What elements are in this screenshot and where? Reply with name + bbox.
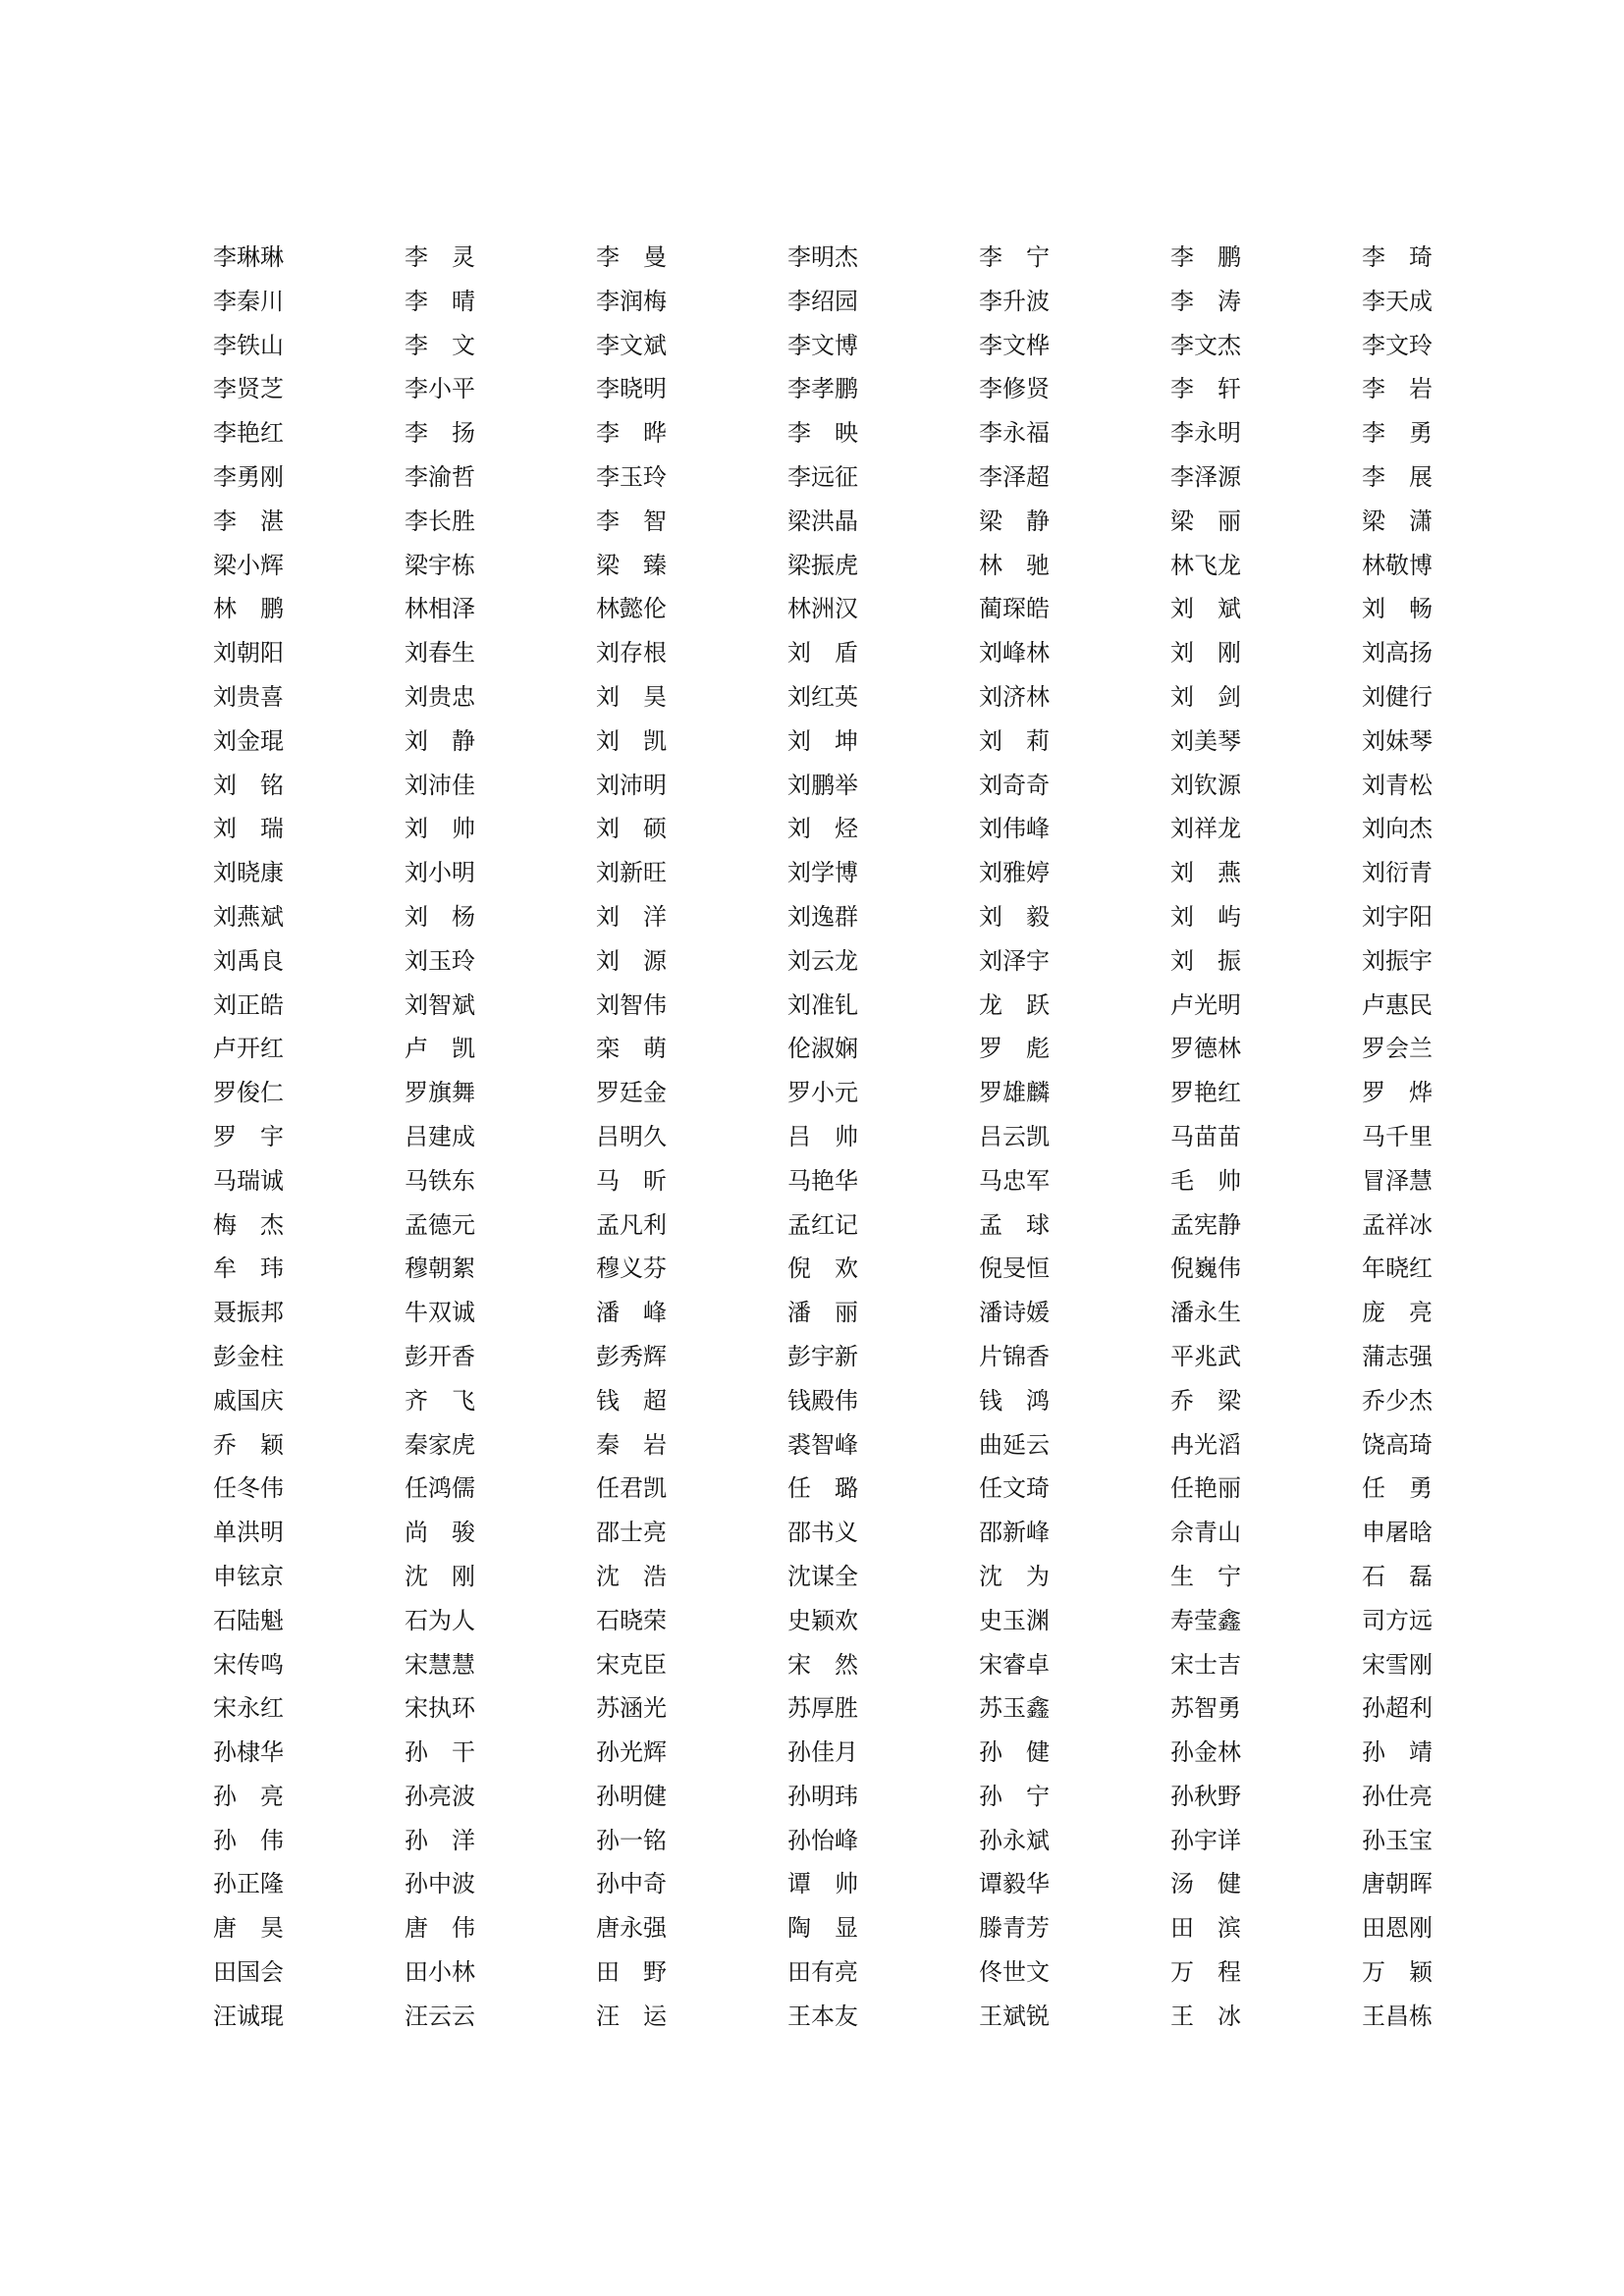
name-entry: 孙光辉 [596,1738,667,1767]
name-entry: 倪旻恒 [979,1255,1050,1283]
name-entry: 刘 昊 [596,682,667,711]
name-entry: 孙亮波 [405,1782,475,1810]
name-entry: 孙中波 [405,1870,475,1898]
name-list-grid [213,236,1450,2039]
name-entry: 李绍园 [787,287,858,315]
name-entry: 林 鹏 [213,595,284,623]
name-entry: 孟凡利 [596,1210,667,1239]
name-entry: 李 曼 [596,243,667,271]
name-entry: 刘向杰 [1362,815,1433,843]
name-entry: 马忠军 [979,1166,1050,1195]
name-entry: 刘 洋 [596,902,667,931]
name-entry: 彭金柱 [213,1342,284,1370]
name-entry: 孙秋野 [1170,1782,1241,1810]
name-entry: 吕建成 [405,1122,475,1150]
name-entry: 蔺琛皓 [979,595,1050,623]
name-entry: 孙棣华 [213,1738,284,1767]
name-entry: 梁小辉 [213,551,284,579]
name-entry: 卢开红 [213,1035,284,1063]
name-entry: 沈 刚 [405,1562,475,1590]
name-entry: 刘金琨 [213,726,284,755]
name-entry: 罗 烨 [1362,1079,1433,1107]
name-entry: 李 涛 [1170,287,1241,315]
name-entry: 刘高扬 [1362,639,1433,667]
name-entry: 吕云凯 [979,1122,1050,1150]
name-entry: 谭 帅 [787,1870,858,1898]
name-entry: 李天成 [1362,287,1433,315]
name-entry: 李贤芝 [213,375,284,403]
name-entry: 李秦川 [213,287,284,315]
name-entry: 李 映 [787,419,858,448]
name-entry: 田 滨 [1170,1914,1241,1943]
name-entry: 李永福 [979,419,1050,448]
name-entry: 李明杰 [787,243,858,271]
name-entry: 邵士亮 [596,1519,667,1547]
name-entry: 刘 斌 [1170,595,1241,623]
name-entry: 吕 帅 [787,1122,858,1150]
name-entry: 穆义芬 [596,1255,667,1283]
name-entry: 李 琦 [1362,243,1433,271]
name-entry: 刘存根 [596,639,667,667]
name-entry: 刘燕斌 [213,902,284,931]
name-entry: 刘 莉 [979,726,1050,755]
name-entry: 任 璐 [787,1474,858,1503]
name-entry: 刘雅婷 [979,859,1050,887]
name-entry: 沈 为 [979,1562,1050,1590]
name-entry: 戚国庆 [213,1386,284,1415]
name-entry: 刘禹良 [213,946,284,975]
name-entry: 裘智峰 [787,1430,858,1459]
name-entry: 刘智伟 [596,990,667,1019]
name-entry: 刘 静 [405,726,475,755]
name-entry: 孙永斌 [979,1826,1050,1854]
name-entry: 牟 玮 [213,1255,284,1283]
name-entry: 李琳琳 [213,243,284,271]
name-entry: 刘伟峰 [979,815,1050,843]
name-entry: 刘贵忠 [405,682,475,711]
name-entry: 林 驰 [979,551,1050,579]
name-entry: 田 野 [596,1958,667,1987]
name-entry: 李 湛 [213,507,284,535]
name-entry: 万 颖 [1362,1958,1433,1987]
name-entry: 刘玉玲 [405,946,475,975]
name-entry: 潘永生 [1170,1299,1241,1327]
name-entry: 毛 帅 [1170,1166,1241,1195]
name-entry: 刘晓康 [213,859,284,887]
name-entry: 钱 超 [596,1386,667,1415]
name-entry: 李 宁 [979,243,1050,271]
name-entry: 孙 干 [405,1738,475,1767]
name-entry: 孟 球 [979,1210,1050,1239]
name-entry: 孙 宁 [979,1782,1050,1810]
name-entry: 唐 伟 [405,1914,475,1943]
name-entry: 任冬伟 [213,1474,284,1503]
name-entry: 孙明健 [596,1782,667,1810]
name-entry: 林相泽 [405,595,475,623]
name-entry: 乔 颖 [213,1430,284,1459]
name-entry: 李玉玲 [596,462,667,491]
name-entry: 汪 运 [596,2002,667,2030]
name-entry: 李渝哲 [405,462,475,491]
name-entry: 李文玲 [1362,331,1433,359]
name-entry: 刘 烃 [787,815,858,843]
name-entry: 秦 岩 [596,1430,667,1459]
name-entry: 刘 毅 [979,902,1050,931]
name-entry: 刘济林 [979,682,1050,711]
name-entry: 刘 坤 [787,726,858,755]
name-entry: 李 智 [596,507,667,535]
name-entry: 钱 鸿 [979,1386,1050,1415]
name-entry: 滕青芳 [979,1914,1050,1943]
name-entry: 马千里 [1362,1122,1433,1150]
name-entry: 王本友 [787,2002,858,2030]
name-entry: 申铉京 [213,1562,284,1590]
name-entry: 刘 燕 [1170,859,1241,887]
name-entry: 刘 凯 [596,726,667,755]
name-entry: 冉光滔 [1170,1430,1241,1459]
name-entry: 罗艳红 [1170,1079,1241,1107]
name-entry: 刘祥龙 [1170,815,1241,843]
name-entry: 宋永红 [213,1694,284,1723]
name-entry: 李泽源 [1170,462,1241,491]
name-entry: 刘美琴 [1170,726,1241,755]
name-entry: 李修贤 [979,375,1050,403]
name-entry: 李文杰 [1170,331,1241,359]
name-entry: 刘 瑞 [213,815,284,843]
name-entry: 彭秀辉 [596,1342,667,1370]
name-entry: 秦家虎 [405,1430,475,1459]
name-entry: 王斌锐 [979,2002,1050,2030]
name-entry: 李 鹏 [1170,243,1241,271]
name-entry: 梁 静 [979,507,1050,535]
name-entry: 刘泽宇 [979,946,1050,975]
name-entry: 李 扬 [405,419,475,448]
name-entry: 马瑞诚 [213,1166,284,1195]
name-entry: 李 岩 [1362,375,1433,403]
name-entry: 卢惠民 [1362,990,1433,1019]
name-entry: 李远征 [787,462,858,491]
name-entry: 石陆魁 [213,1606,284,1634]
name-entry: 宋士吉 [1170,1650,1241,1679]
name-entry: 彭开香 [405,1342,475,1370]
name-entry: 孟红记 [787,1210,858,1239]
name-entry: 刘宇阳 [1362,902,1433,931]
name-entry: 田恩刚 [1362,1914,1433,1943]
name-entry: 刘智斌 [405,990,475,1019]
name-entry: 梁 潇 [1362,507,1433,535]
name-entry: 蒲志强 [1362,1342,1433,1370]
name-entry: 刘 屿 [1170,902,1241,931]
name-entry: 乔少杰 [1362,1386,1433,1415]
name-entry: 任文琦 [979,1474,1050,1503]
name-entry: 梁 丽 [1170,507,1241,535]
name-entry: 苏涵光 [596,1694,667,1723]
name-entry: 钱殿伟 [787,1386,858,1415]
name-entry: 佟世文 [979,1958,1050,1987]
name-entry: 冒泽慧 [1362,1166,1433,1195]
name-entry: 刘小明 [405,859,475,887]
name-entry: 田小林 [405,1958,475,1987]
name-entry: 李晓明 [596,375,667,403]
name-entry: 唐永强 [596,1914,667,1943]
name-entry: 潘诗媛 [979,1299,1050,1327]
name-entry: 刘 畅 [1362,595,1433,623]
name-entry: 罗 宇 [213,1122,284,1150]
name-entry: 李 轩 [1170,375,1241,403]
name-entry: 汪云云 [405,2002,475,2030]
name-entry: 苏智勇 [1170,1694,1241,1723]
name-entry: 谭毅华 [979,1870,1050,1898]
name-entry: 李 展 [1362,462,1433,491]
name-entry: 孙中奇 [596,1870,667,1898]
name-entry: 沈 浩 [596,1562,667,1590]
name-entry: 孙超利 [1362,1694,1433,1723]
name-entry: 李勇刚 [213,462,284,491]
name-entry: 史颖欢 [787,1606,858,1634]
name-entry: 石晓荣 [596,1606,667,1634]
name-entry: 刘 杨 [405,902,475,931]
name-entry: 孙明玮 [787,1782,858,1810]
name-entry: 李艳红 [213,419,284,448]
name-entry: 刘 铭 [213,771,284,799]
name-entry: 卢光明 [1170,990,1241,1019]
name-entry: 曲延云 [979,1430,1050,1459]
name-entry: 刘健行 [1362,682,1433,711]
name-entry: 庞 亮 [1362,1299,1433,1327]
name-entry: 佘青山 [1170,1519,1241,1547]
name-entry: 刘贵喜 [213,682,284,711]
name-entry: 彭宇新 [787,1342,858,1370]
name-entry: 刘妹琴 [1362,726,1433,755]
name-entry: 田国会 [213,1958,284,1987]
name-entry: 牛双诚 [405,1299,475,1327]
name-entry: 穆朝絮 [405,1255,475,1283]
name-entry: 倪巍伟 [1170,1255,1241,1283]
name-entry: 梁宇栋 [405,551,475,579]
name-entry: 罗小元 [787,1079,858,1107]
name-entry: 李文桦 [979,331,1050,359]
name-entry: 罗廷金 [596,1079,667,1107]
name-entry: 年晓红 [1362,1255,1433,1283]
name-entry: 李升波 [979,287,1050,315]
name-entry: 林洲汉 [787,595,858,623]
name-entry: 李小平 [405,375,475,403]
name-entry: 唐朝晖 [1362,1870,1433,1898]
name-entry: 汪诚琨 [213,2002,284,2030]
name-entry: 宋雪刚 [1362,1650,1433,1679]
name-entry: 刘红英 [787,682,858,711]
name-entry: 李润梅 [596,287,667,315]
name-entry: 刘朝阳 [213,639,284,667]
name-entry: 孙佳月 [787,1738,858,1767]
name-entry: 李 文 [405,331,475,359]
name-entry: 聂振邦 [213,1299,284,1327]
name-entry: 王昌栋 [1362,2002,1433,2030]
name-entry: 刘 帅 [405,815,475,843]
name-entry: 梅 杰 [213,1210,284,1239]
name-entry: 苏厚胜 [787,1694,858,1723]
name-entry: 刘新旺 [596,859,667,887]
name-entry: 唐 昊 [213,1914,284,1943]
name-entry: 罗会兰 [1362,1035,1433,1063]
name-entry: 刘峰林 [979,639,1050,667]
name-entry: 宋 然 [787,1650,858,1679]
name-entry: 李铁山 [213,331,284,359]
name-entry: 罗雄麟 [979,1079,1050,1107]
name-entry: 梁洪晶 [787,507,858,535]
name-entry: 任鸿儒 [405,1474,475,1503]
name-entry: 马苗苗 [1170,1122,1241,1150]
name-entry: 罗德林 [1170,1035,1241,1063]
name-entry: 刘正皓 [213,990,284,1019]
name-entry: 罗旗舞 [405,1079,475,1107]
name-entry: 任 勇 [1362,1474,1433,1503]
name-entry: 孙宇详 [1170,1826,1241,1854]
name-entry: 寿莹鑫 [1170,1606,1241,1634]
name-entry: 饶高琦 [1362,1430,1433,1459]
name-entry: 李 勇 [1362,419,1433,448]
name-entry: 林飞龙 [1170,551,1241,579]
name-entry: 倪 欢 [787,1255,858,1283]
name-entry: 刘沛明 [596,771,667,799]
name-entry: 马铁东 [405,1166,475,1195]
name-entry: 邵书义 [787,1519,858,1547]
name-entry: 孙 伟 [213,1826,284,1854]
name-entry: 苏玉鑫 [979,1694,1050,1723]
name-entry: 宋执环 [405,1694,475,1723]
name-entry: 任艳丽 [1170,1474,1241,1503]
name-entry: 刘衍青 [1362,859,1433,887]
name-entry: 李永明 [1170,419,1241,448]
name-entry: 刘准钆 [787,990,858,1019]
name-entry: 申屠晗 [1362,1519,1433,1547]
name-entry: 孙 健 [979,1738,1050,1767]
name-entry: 梁 臻 [596,551,667,579]
name-entry: 孟德元 [405,1210,475,1239]
name-entry: 陶 显 [787,1914,858,1943]
name-entry: 李文斌 [596,331,667,359]
name-entry: 孙怡峰 [787,1826,858,1854]
name-entry: 李孝鹏 [787,375,858,403]
name-entry: 刘 振 [1170,946,1241,975]
name-entry: 单洪明 [213,1519,284,1547]
name-entry: 刘振宇 [1362,946,1433,975]
name-entry: 刘 硕 [596,815,667,843]
name-entry: 孙 亮 [213,1782,284,1810]
name-entry: 万 程 [1170,1958,1241,1987]
name-entry: 片锦香 [979,1342,1050,1370]
name-entry: 龙 跃 [979,990,1050,1019]
name-entry: 齐 飞 [405,1386,475,1415]
name-entry: 刘云龙 [787,946,858,975]
name-entry: 尚 骏 [405,1519,475,1547]
name-entry: 乔 梁 [1170,1386,1241,1415]
name-entry: 刘 盾 [787,639,858,667]
name-entry: 吕明久 [596,1122,667,1150]
name-entry: 林懿伦 [596,595,667,623]
name-entry: 孙金林 [1170,1738,1241,1767]
name-entry: 刘学博 [787,859,858,887]
name-entry: 栾 萌 [596,1035,667,1063]
name-entry: 刘青松 [1362,771,1433,799]
name-entry: 孟宪静 [1170,1210,1241,1239]
name-entry: 生 宁 [1170,1562,1241,1590]
name-entry: 李 晔 [596,419,667,448]
name-entry: 石 磊 [1362,1562,1433,1590]
name-entry: 李文博 [787,331,858,359]
name-entry: 刘鹏举 [787,771,858,799]
name-entry: 马 昕 [596,1166,667,1195]
name-entry: 马艳华 [787,1166,858,1195]
name-entry: 田有亮 [787,1958,858,1987]
name-entry: 刘钦源 [1170,771,1241,799]
name-entry: 宋睿卓 [979,1650,1050,1679]
name-entry: 李 晴 [405,287,475,315]
name-entry: 史玉渊 [979,1606,1050,1634]
name-entry: 罗俊仁 [213,1079,284,1107]
name-entry: 刘沛佳 [405,771,475,799]
name-entry: 汤 健 [1170,1870,1241,1898]
name-entry: 李长胜 [405,507,475,535]
name-entry: 刘 源 [596,946,667,975]
name-entry: 宋慧慧 [405,1650,475,1679]
name-entry: 孙仕亮 [1362,1782,1433,1810]
name-entry: 孙一铭 [596,1826,667,1854]
name-entry: 潘 丽 [787,1299,858,1327]
name-entry: 孙正隆 [213,1870,284,1898]
name-entry: 林敬博 [1362,551,1433,579]
name-entry: 石为人 [405,1606,475,1634]
name-entry: 邵新峰 [979,1519,1050,1547]
name-entry: 伦淑娴 [787,1035,858,1063]
name-entry: 平兆武 [1170,1342,1241,1370]
name-entry: 刘 刚 [1170,639,1241,667]
name-entry: 孟祥冰 [1362,1210,1433,1239]
name-entry: 李 灵 [405,243,475,271]
name-entry: 宋克臣 [596,1650,667,1679]
name-entry: 刘春生 [405,639,475,667]
name-entry: 宋传鸣 [213,1650,284,1679]
name-entry: 刘奇奇 [979,771,1050,799]
name-entry: 王 冰 [1170,2002,1241,2030]
name-entry: 沈谋全 [787,1562,858,1590]
name-entry: 梁振虎 [787,551,858,579]
name-entry: 孙玉宝 [1362,1826,1433,1854]
name-entry: 卢 凯 [405,1035,475,1063]
name-entry: 刘 剑 [1170,682,1241,711]
name-entry: 司方远 [1362,1606,1433,1634]
name-entry: 任君凯 [596,1474,667,1503]
name-entry: 刘逸群 [787,902,858,931]
name-entry: 李泽超 [979,462,1050,491]
name-entry: 潘 峰 [596,1299,667,1327]
name-entry: 孙 洋 [405,1826,475,1854]
name-entry: 孙 靖 [1362,1738,1433,1767]
name-entry: 罗 彪 [979,1035,1050,1063]
